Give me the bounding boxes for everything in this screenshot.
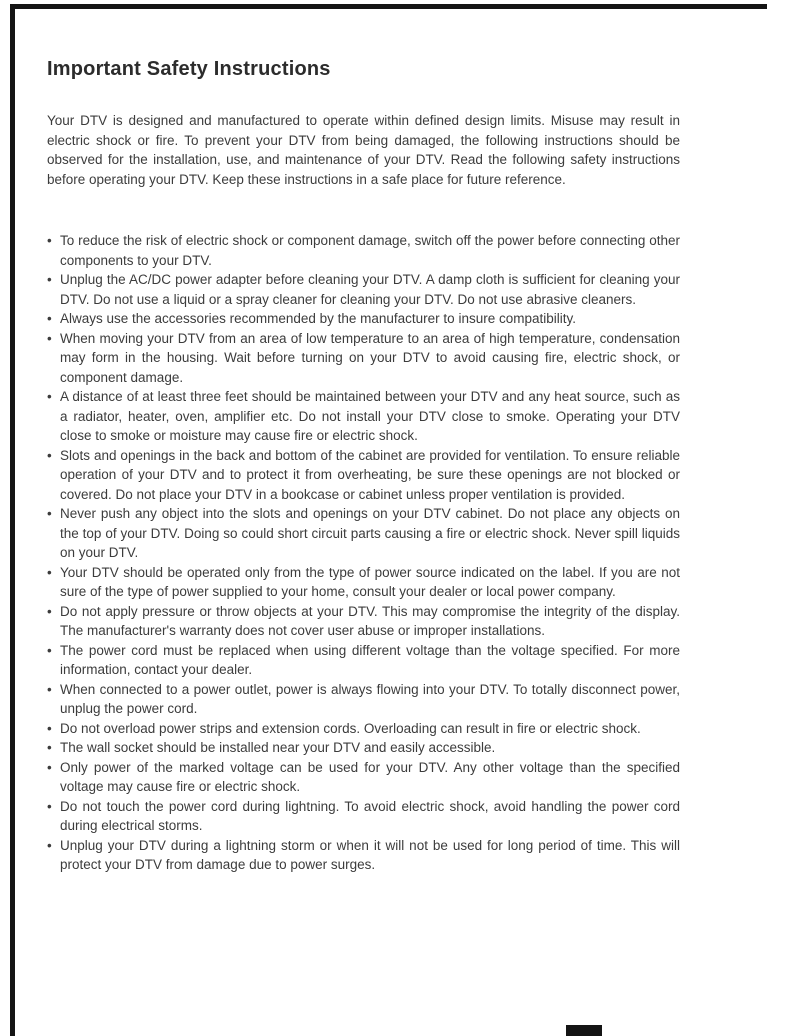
list-item: • Only power of the marked voltage can be used for your DTV. Any other voltage than the specified voltage may cause fire or electric shock. [47,758,680,797]
list-item: • A distance of at least three feet should be maintained between your DTV and any heat source, such as a radiator, heater, oven, amplifier etc. Do not install your DTV close to smoke. Operating your DTV close to smoke or moisture may cause fire or electric shock. [47,387,680,446]
list-item: • Always use the accessories recommended by the manufacturer to insure compatibility. [47,309,680,329]
page-edge-left [10,4,15,1036]
list-item: • Never push any object into the slots and openings on your DTV cabinet. Do not place any objects on the top of your DTV. Doing so could short circuit parts causing a fire or electric shock. Never spill liquids on your DTV. [47,504,680,563]
list-item: • Unplug your DTV during a lightning storm or when it will not be used for long period of time. This will protect your DTV from damage due to power surges. [47,836,680,875]
page-edge-top [10,4,767,9]
page-bottom-mark [566,1025,602,1036]
list-item: • Slots and openings in the back and bottom of the cabinet are provided for ventilation. To ensure reliable operation of your DTV and to protect it from overheating, be sure these openings are not blocked or covered. Do not place your DTV in a bookcase or cabinet unless proper ventilation is provided. [47,446,680,505]
list-item: • When moving your DTV from an area of low temperature to an area of high temperature, condensation may form in the housing. Wait before turning on your DTV to avoid causing fire, electric shock, or component damage. [47,329,680,388]
document-page [47,58,680,875]
safety-instructions-list [47,231,680,875]
list-item: • The wall socket should be installed near your DTV and easily accessible. [47,738,680,758]
page-title: Important Safety Instructions [47,58,331,80]
list-item: • Do not touch the power cord during lightning. To avoid electric shock, avoid handling the power cord during electrical storms. [47,797,680,836]
list-item: • To reduce the risk of electric shock or component damage, switch off the power before connecting other components to your DTV. [47,231,680,270]
list-item: • Your DTV should be operated only from the type of power source indicated on the label. If you are not sure of the type of power supplied to your home, consult your dealer or local power company. [47,563,680,602]
list-item: • When connected to a power outlet, power is always flowing into your DTV. To totally disconnect power, unplug the power cord. [47,680,680,719]
list-item: • Do not overload power strips and extension cords. Overloading can result in fire or electric shock. [47,719,680,739]
intro-paragraph: Your DTV is designed and manufactured to operate within defined design limits. Misuse may result in electric shock or fire. To prevent your DTV from being damaged, the following instructions should be observed for the installation, use, and maintenance of your DTV. Read the following safety instructions before operating your DTV. Keep these instructions in a safe place for future reference. [47,113,680,187]
list-item: • Do not apply pressure or throw objects at your DTV. This may compromise the integrity of the display. The manufacturer's warranty does not cover user abuse or improper installations. [47,602,680,641]
list-item: • The power cord must be replaced when using different voltage than the voltage specified. For more information, contact your dealer. [47,641,680,680]
list-item: • Unplug the AC/DC power adapter before cleaning your DTV. A damp cloth is sufficient for cleaning your DTV. Do not use a liquid or a spray cleaner for cleaning your DTV. Do not use abrasive cleaners. [47,270,680,309]
